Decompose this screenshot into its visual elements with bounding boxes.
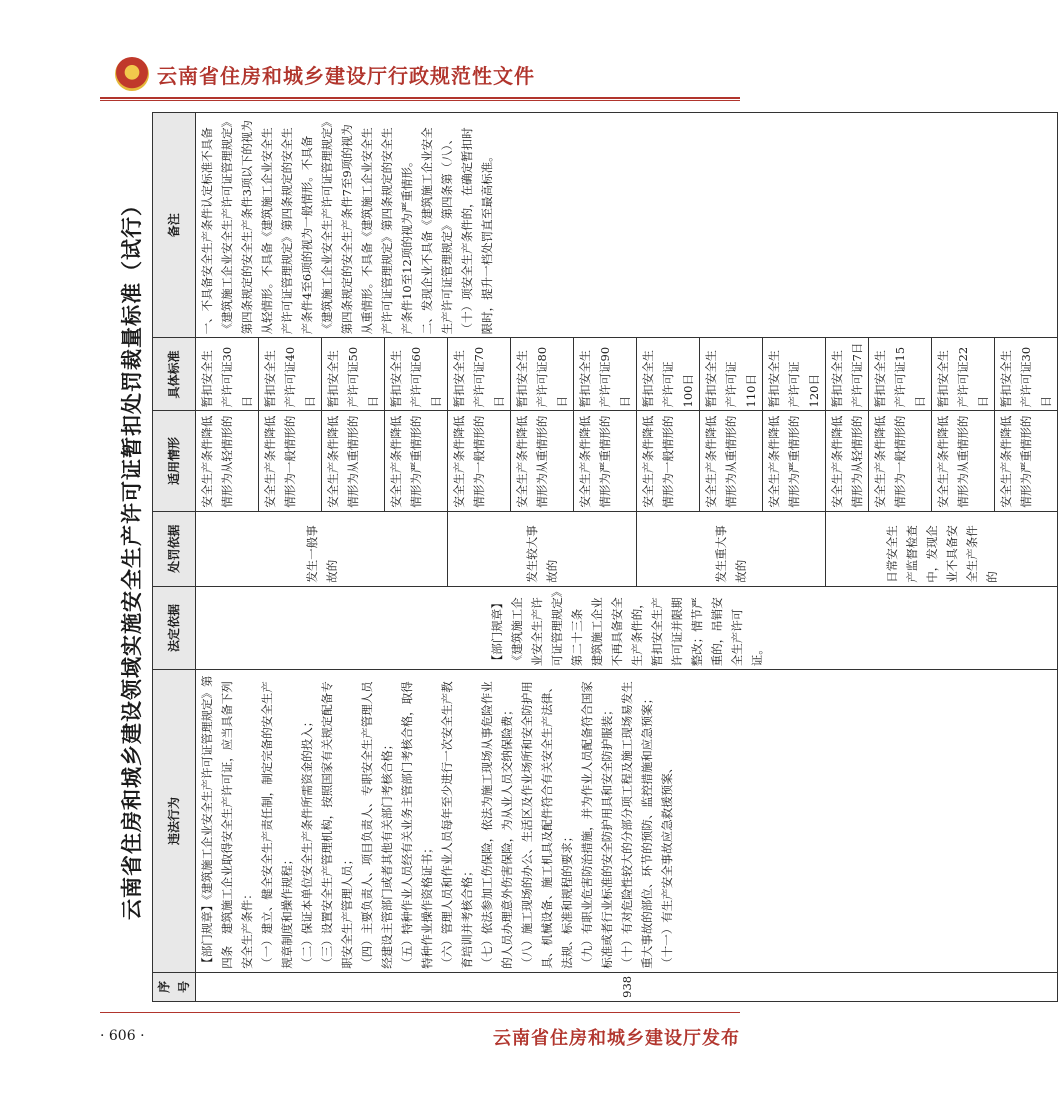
page-number: · 606 · xyxy=(100,1028,145,1044)
situation-cell: 安全生产条件降低情形为从轻情形的 xyxy=(826,411,869,511)
penalty-basis-cell: 发生重大事故的 xyxy=(637,511,826,586)
standard-cell: 暂扣安全生产许可证15日 xyxy=(869,338,932,411)
col-header-standard: 具体标准 xyxy=(153,338,196,411)
document-title: 云南省住房和城乡建设领域实施安全生产许可证暂扣处罚裁量标准（试行） xyxy=(119,194,144,920)
col-header-situation: 适用情形 xyxy=(153,411,196,511)
standard-cell: 暂扣安全生产许可证110日 xyxy=(700,338,763,411)
publisher-label: 云南省住房和城乡建设厅发布 xyxy=(493,1028,740,1049)
violation-paragraph: （四）主要负责人、项目负责人、专职安全生产管理人员经建设主管部门或者其他有关部门考核合格； xyxy=(360,681,394,969)
legal-basis-text: 【部门规章】《建筑施工企业安全生产许可证管理规定》第二十三条 建筑施工企业不再具备安全生产条件的，暂扣安全生产许可证并限期整改；情节严重的，吊销安全生产许可证。 xyxy=(489,591,764,667)
note-paragraph: 二、发现企业不具备《建筑施工企业安全生产许可证管理规定》第四条第（八）、（十）项安全生产条件的，在确定暂扣时限时，提升一档处罚直至最高标准。 xyxy=(420,127,494,335)
situation-cell: 安全生产条件降低情形为严重情形的 xyxy=(995,411,1058,511)
rotated-table-area xyxy=(112,112,1053,1002)
col-header-seq: 序号 xyxy=(153,972,196,1001)
violation-paragraph: （五）特种作业人员经有关业务主管部门考核合格，取得特种作业操作资格证书； xyxy=(400,681,434,969)
standard-cell: 暂扣安全生产许可证90日 xyxy=(574,338,637,411)
violation-paragraph: （九）有职业危害防治措施，并为作业人员配备符合国家标准或者行业标准的安全防护用具和安全防护服装； xyxy=(580,681,614,969)
situation-cell: 安全生产条件降低情形为从重情形的 xyxy=(700,411,763,511)
national-emblem-icon xyxy=(115,57,149,91)
header-title: 云南省住房和城乡建设厅行政规范性文件 xyxy=(157,63,535,88)
row-seq-number: 938 xyxy=(196,972,1058,1001)
penalty-basis-cell: 发生一般事故的 xyxy=(196,511,448,586)
standard-cell: 暂扣安全生产许可证100日 xyxy=(637,338,700,411)
table-row xyxy=(196,113,259,1002)
standard-cell: 暂扣安全生产许可证7日 xyxy=(826,338,869,411)
header-rule-thin xyxy=(100,100,740,101)
page-header xyxy=(115,54,535,94)
violation-paragraph: （三）设置安全生产管理机构，按照国家有关规定配备专职安全生产管理人员； xyxy=(320,681,354,969)
footer-rule xyxy=(100,1012,740,1013)
table-header-row xyxy=(153,113,196,1002)
penalty-basis-cell: 发生较大事故的 xyxy=(448,511,637,586)
situation-cell: 安全生产条件降低情形为严重情形的 xyxy=(763,411,826,511)
standard-cell: 暂扣安全生产许可证80日 xyxy=(511,338,574,411)
situation-cell: 安全生产条件降低情形为严重情形的 xyxy=(385,411,448,511)
situation-cell: 安全生产条件降低情形为从重情形的 xyxy=(511,411,574,511)
standard-cell: 暂扣安全生产许可证120日 xyxy=(763,338,826,411)
page-footer xyxy=(100,1020,740,1060)
situation-cell: 安全生产条件降低情形为从轻情形的 xyxy=(196,411,259,511)
col-header-penalty-basis: 处罚依据 xyxy=(153,511,196,586)
penalty-basis-cell: 日常安全生产监督检查中，发现企业不具备安全生产条件的 xyxy=(826,511,1058,586)
situation-cell: 安全生产条件降低情形为一般情形的 xyxy=(869,411,932,511)
notes-cell xyxy=(196,113,1058,338)
standard-cell: 暂扣安全生产许可证22日 xyxy=(932,338,995,411)
col-header-notes: 备注 xyxy=(153,113,196,338)
standard-cell: 暂扣安全生产许可证70日 xyxy=(448,338,511,411)
violation-paragraph: （十）有对危险性较大的分部分项工程及施工现场易发生重大事故的部位、环节的预防、监控措施和应急预案； xyxy=(620,681,654,969)
legal-basis-cell xyxy=(196,586,1058,669)
violation-paragraph: （六）管理人员和作业人员每年至少进行一次安全生产教育培训并考核合格； xyxy=(440,681,474,969)
situation-cell: 安全生产条件降低情形为从重情形的 xyxy=(932,411,995,511)
violation-paragraph: 【部门规章】《建筑施工企业安全生产许可证管理规定》第四条 建筑施工企业取得安全生产许可证，应当具备下列安全生产条件： xyxy=(200,675,254,969)
violation-paragraph: （十一）有生产安全事故应急救援预案、 xyxy=(660,761,674,969)
violation-cell xyxy=(196,670,1058,973)
violation-paragraph: （八）施工现场的办公、生活区及作业场所和安全防护用具、机械设备、施工机具及配件符合有关安全生产法律、法规、标准和规程的要求； xyxy=(520,681,574,969)
standard-cell: 暂扣安全生产许可证40日 xyxy=(259,338,322,411)
header-rule xyxy=(100,97,740,99)
col-header-act: 违法行为 xyxy=(153,670,196,973)
situation-cell: 安全生产条件降低情形为一般情形的 xyxy=(637,411,700,511)
situation-cell: 安全生产条件降低情形为一般情形的 xyxy=(448,411,511,511)
standard-cell: 暂扣安全生产许可证30日 xyxy=(196,338,259,411)
violation-paragraph: （二）保证本单位安全生产条件所需资金的投入； xyxy=(300,715,314,969)
standard-cell: 暂扣安全生产许可证60日 xyxy=(385,338,448,411)
violation-paragraph: （七）依法参加工伤保险，依法为施工现场从事危险作业的人员办理意外伤害保险，为从业人员交纳保险费； xyxy=(480,681,514,969)
note-paragraph: 一、不具备安全生产条件认定标准不具备《建筑施工企业安全生产许可证管理规定》第四条规定的安全生产条件3项以下的视为从轻情形。不具备《建筑施工企业安全生产许可证管理规定》第四条规定的安全生产条件4至6项的视为一般情形。不具备《建筑施工企业安全生产许可证管理规定》第四条规定的安全生产条件7至9项的视为从重情形。不具备《建筑施工企业安全生产许可证管理规定》第四条规定的安全生产条件10至12项的视为严重情形。 xyxy=(200,120,414,335)
situation-cell: 安全生产条件降低情形为从重情形的 xyxy=(322,411,385,511)
penalty-table xyxy=(152,112,1058,1002)
rotated-content xyxy=(112,112,1053,1002)
situation-cell: 安全生产条件降低情形为严重情形的 xyxy=(574,411,637,511)
violation-paragraph: （一）建立、健全安全生产责任制，制定完备的安全生产规章制度和操作规程； xyxy=(260,681,294,969)
situation-cell: 安全生产条件降低情形为一般情形的 xyxy=(259,411,322,511)
standard-cell: 暂扣安全生产许可证50日 xyxy=(322,338,385,411)
col-header-basis: 法定依据 xyxy=(153,586,196,669)
standard-cell: 暂扣安全生产许可证30日 xyxy=(995,338,1058,411)
